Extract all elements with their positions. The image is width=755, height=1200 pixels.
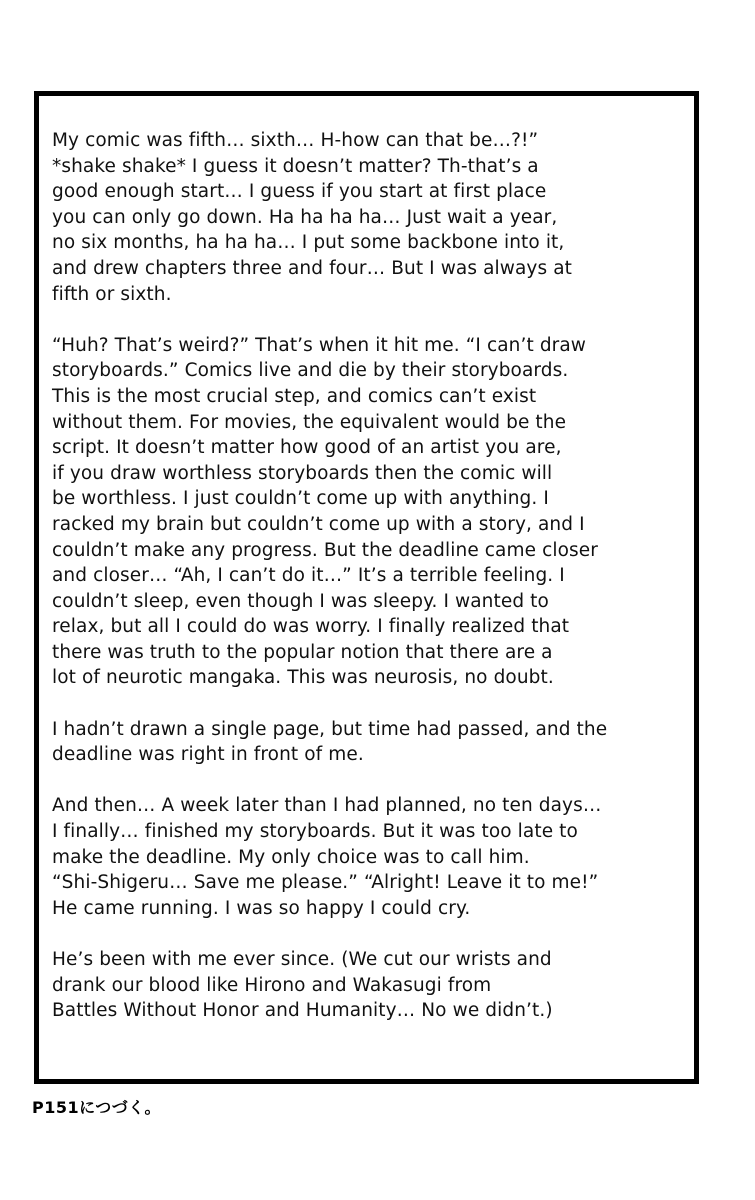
paragraph	[52, 717, 692, 768]
text-line: And then… A week later than I had planned, no ten days…	[52, 795, 602, 817]
text-line: Battles Without Honor and Humanity… No we didn’t.)	[52, 1000, 553, 1022]
text-line: lot of neurotic mangaka. This was neurosis, no doubt.	[52, 667, 554, 689]
text-line: there was truth to the popular notion that there are a	[52, 641, 553, 663]
text-line: storyboards.” Comics live and die by their storyboards.	[52, 360, 569, 382]
text-line: fifth or sixth.	[52, 283, 172, 305]
text-line: and closer… “Ah, I can’t do it…” It’s a terrible feeling. I	[52, 565, 565, 587]
text-line: “Shi-Shigeru… Save me please.” “Alright! Leave it to me!”	[52, 872, 599, 894]
text-line: relax, but all I could do was worry. I finally realized that	[52, 616, 570, 638]
continuation-caption: P151につづく。	[32, 1098, 161, 1117]
text-line: I hadn’t drawn a single page, but time had passed, and the	[52, 718, 608, 740]
text-line: drank our blood like Hirono and Wakasugi from	[52, 974, 492, 996]
text-line: be worthless. I just couldn’t come up with anything. I	[52, 488, 549, 510]
text-line: make the deadline. My only choice was to call him.	[52, 846, 530, 868]
text-line: without them. For movies, the equivalent would be the	[52, 411, 567, 433]
text-line: I finally… finished my storyboards. But it was too late to	[52, 821, 578, 843]
text-line: deadline was right in front of me.	[52, 744, 364, 766]
text-line: *shake shake* I guess it doesn’t matter? Th-that’s a	[52, 155, 539, 177]
text-line: He came running. I was so happy I could cry.	[52, 897, 471, 919]
text-line: He’s been with me ever since. (We cut our wrists and	[52, 949, 552, 970]
text-line: no six months, ha ha ha… I put some backbone into it,	[52, 232, 565, 254]
text-line: My comic was fifth… sixth… H-how can that be…?!”	[52, 130, 539, 151]
text-line: This is the most crucial step, and comics can’t exist	[52, 385, 537, 407]
paragraph	[52, 128, 692, 307]
text-line: script. It doesn’t matter how good of an artist you are,	[52, 437, 562, 459]
paragraph	[52, 333, 692, 691]
text-block	[52, 128, 692, 1049]
text-line: if you draw worthless storyboards then the comic will	[52, 462, 553, 484]
paragraph	[52, 793, 692, 921]
text-line: you can only go down. Ha ha ha ha… Just wait a year,	[52, 206, 558, 228]
text-line: and drew chapters three and four… But I was always at	[52, 257, 572, 279]
text-line: “Huh? That’s weird?” That’s when it hit me. “I can’t draw	[52, 334, 587, 356]
text-line: couldn’t sleep, even though I was sleepy. I wanted to	[52, 590, 549, 612]
text-line: good enough start… I guess if you start at first place	[52, 181, 547, 203]
paragraph	[52, 947, 692, 1024]
text-line: racked my brain but couldn’t come up with a story, and I	[52, 513, 585, 535]
text-line: couldn’t make any progress. But the deadline came closer	[52, 539, 598, 561]
